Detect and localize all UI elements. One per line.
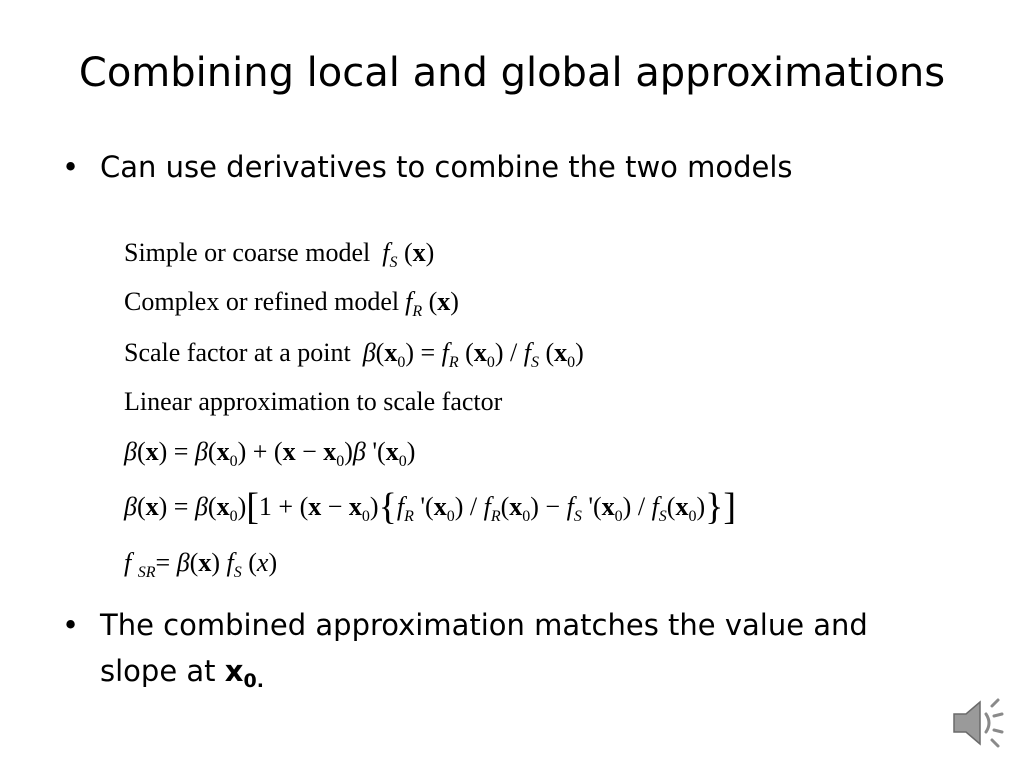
speaker-icon[interactable] (950, 694, 1010, 752)
equation-linear-approx-label (124, 385, 964, 419)
equation-linear-approx: $\beta(x) = \beta(x_0) + (x - x_0)\beta$ '$(x_0)$ (124, 437, 416, 470)
equation-label: Simple or coarse model (124, 238, 371, 267)
bullet-text: Can use derivatives to combine the two models (100, 150, 793, 184)
bullet-marker: • (62, 150, 80, 184)
equation-label: Scale factor at a point (124, 338, 351, 367)
equation-label: Linear approximation to scale factor (124, 387, 503, 416)
equation-combined: f $_{SR}$= β(x) $f_S$ (x) (124, 548, 278, 581)
bullet-text: The combined approximation matches the value and slope at $x_{0.}$ (100, 608, 868, 692)
equation-label: Complex or refined model (124, 287, 400, 316)
bullet-marker: • (62, 608, 80, 642)
equation-refined-model: Complex or refined model $f_R$ (x) (124, 287, 459, 320)
slide-title: Combining local and global approximations (78, 50, 946, 96)
equation-scale-factor: Scale factor at a point $\beta(x_0) = f_R$ $(x_0) / f_S$ $(x_0)$ (124, 338, 584, 371)
equation-expanded-approx: $\beta(x) = \beta(x_0)[1 + (x - x_0)\{f_R$ '$(x_0) / f_R(x_0) - f_S$ '$(x_0) / f_S(x_0)$}] (124, 486, 737, 528)
equation-simple-model: Simple or coarse model $f_S$ (x) (124, 238, 435, 271)
